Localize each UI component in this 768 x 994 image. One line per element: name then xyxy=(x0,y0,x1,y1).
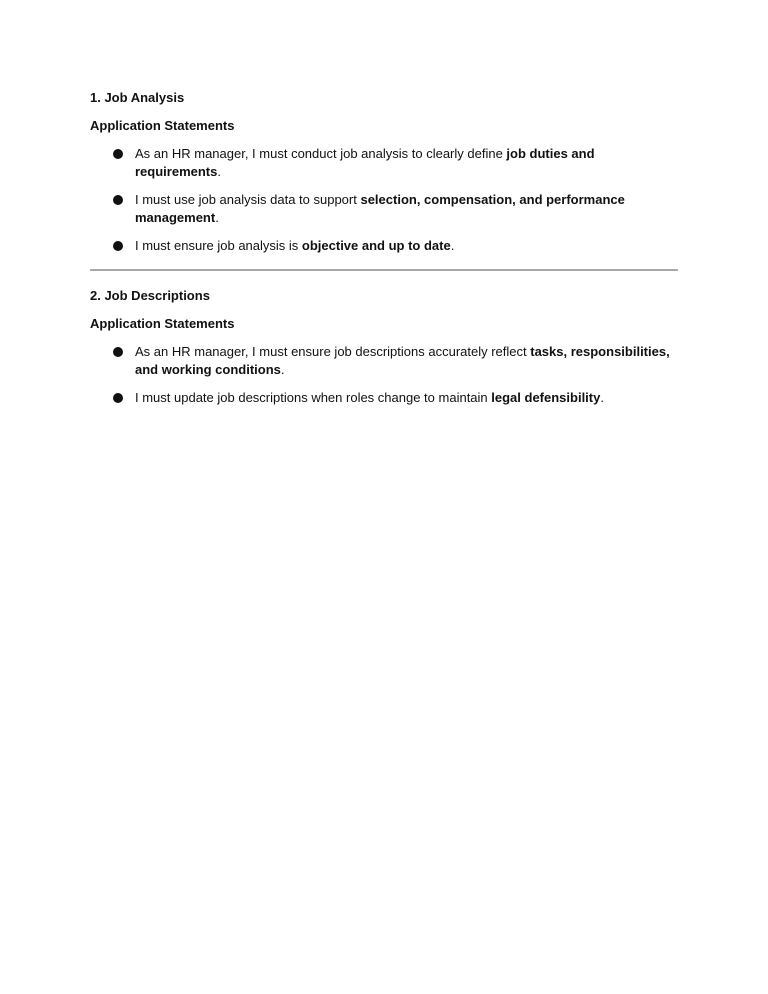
item-emphasis: legal defensibility xyxy=(491,390,601,405)
document-content xyxy=(90,89,678,417)
section-title: 2. Job Descriptions xyxy=(90,288,210,303)
bullet-icon xyxy=(113,149,123,159)
section-subtitle: Application Statements xyxy=(90,316,235,331)
list-item xyxy=(90,389,678,407)
item-text: As an HR manager, I must conduct job analysis to clearly define xyxy=(135,146,507,161)
item-text: I must use job analysis data to support xyxy=(135,192,361,207)
item-text-end: . xyxy=(280,362,285,377)
item-text-end: . xyxy=(215,210,219,225)
list-item xyxy=(90,237,678,255)
item-text: I must ensure job analysis is xyxy=(135,238,302,253)
item-emphasis: job duties and requirements xyxy=(135,146,595,179)
item-emphasis: objective and up to date xyxy=(301,238,451,253)
item-emphasis: tasks, responsibilities, and working conditions xyxy=(135,344,670,377)
section-subtitle: Application Statements xyxy=(90,118,235,133)
bullet-icon xyxy=(113,393,123,403)
bullet-icon xyxy=(113,241,123,251)
item-emphasis: selection, compensation, and performance management xyxy=(135,192,625,225)
list-item xyxy=(90,145,678,181)
section-job-descriptions xyxy=(90,287,678,407)
bullet-icon xyxy=(113,195,123,205)
section-job-analysis xyxy=(90,89,678,255)
item-text-end: . xyxy=(450,238,455,253)
item-text-end: . xyxy=(600,390,604,405)
item-text: As an HR manager, I must ensure job descriptions accurately reflect xyxy=(135,344,531,359)
item-text: I must update job descriptions when roles change to maintain xyxy=(135,390,492,405)
list-item xyxy=(90,191,678,227)
section-title: 1. Job Analysis xyxy=(90,90,185,105)
bullet-list xyxy=(90,145,678,255)
list-item xyxy=(90,343,678,379)
bullet-list xyxy=(90,343,678,407)
bullet-icon xyxy=(113,347,123,357)
item-text-end: . xyxy=(217,164,221,179)
horizontal-divider xyxy=(90,269,678,271)
